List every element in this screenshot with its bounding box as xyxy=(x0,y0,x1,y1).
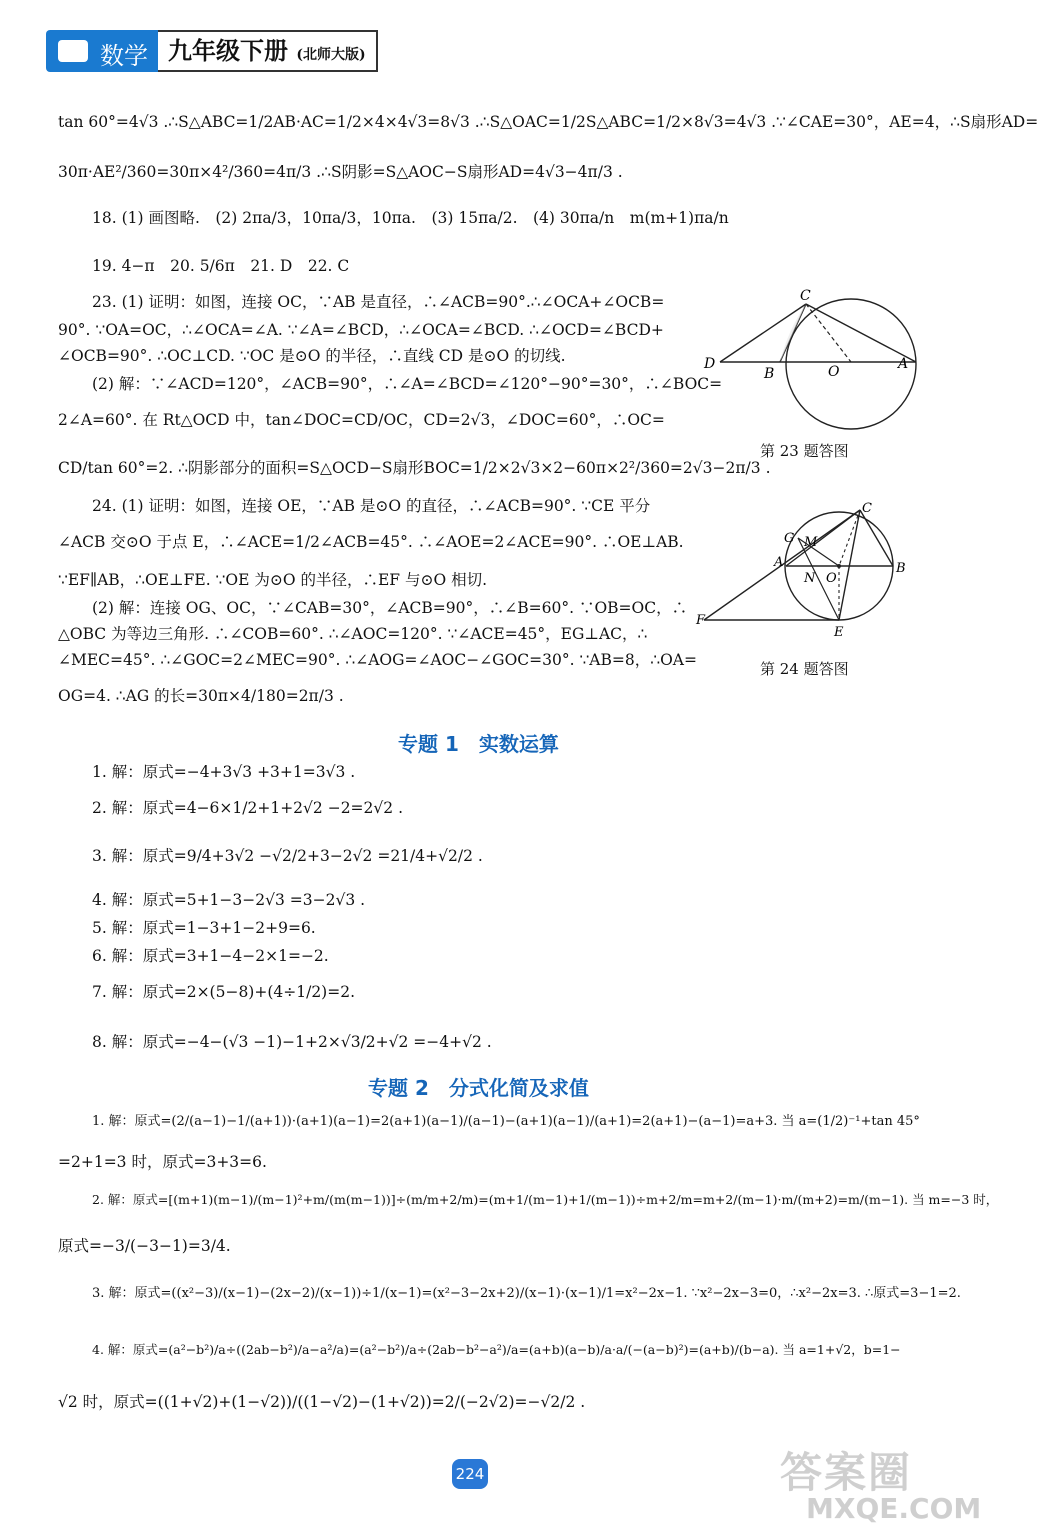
text-line: (2) 解：∵∠ACD=120°，∠ACB=90°，∴∠A=∠BCD=∠120°−90°=30°，∴∠BOC= xyxy=(92,375,723,393)
text-line: OG=4. ∴AG 的长=30π×4/180=2π/3 . xyxy=(58,687,344,705)
text-line: 3. 解：原式=9/4+3√2 −√2/2+3−2√2 =21/4+√2/2 . xyxy=(92,847,483,865)
label-N: N xyxy=(804,571,816,586)
text-line: 4. 解：原式=5+1−3−2√3 =3−2√3 . xyxy=(92,891,366,909)
label-B: B xyxy=(896,561,906,576)
text-line: 4. 解：原式=(a²−b²)/a÷((2ab−b²)/a−a²/a)=(a²−b²)/a÷(2ab−b²−a²)/a=(a+b)(a−b)/a·a/(−(a−b)²)=(a+b)/(b−a). 当 a=1+√2，b=1− xyxy=(92,1342,901,1357)
text-line: ∠MEC=45°. ∴∠GOC=2∠MEC=90°. ∴∠AOG=∠AOC−∠GOC=30°. ∵AB=8，∴OA= xyxy=(58,651,697,669)
figure-23 xyxy=(700,290,922,450)
text-line: 2. 解：原式=[(m+1)(m−1)/(m−1)²+m/(m(m−1))]÷(m/m+2/m)=(m+1/(m−1)+1/(m−1))÷m+2/m=m+2/(m−1)·m/(m+2)=m/(m−1). 当 m=−3 时， xyxy=(92,1192,999,1207)
text-line: =2+1=3 时，原式=3+3=6. xyxy=(58,1153,267,1171)
text-line: 7. 解：原式=2×(5−8)+(4÷1/2)=2. xyxy=(92,983,356,1001)
label-A: A xyxy=(774,555,784,570)
grade-title: 九年级下册 xyxy=(168,36,288,65)
text-line: 1. 解：原式=(2/(a−1)−1/(a+1))·(a+1)(a−1)=2(a+1)(a−1)/(a−1)−(a+1)(a−1)/(a+1)=2(a+1)−(a−1)=a+3. 当 a=(1/2)⁻¹+tan 45° xyxy=(92,1114,920,1129)
subject-tab xyxy=(46,30,158,72)
text-line: 1. 解：原式=−4+3√3 +3+1=3√3 . xyxy=(92,763,356,781)
book-title xyxy=(158,30,378,72)
text-line: 2. 解：原式=4−6×1/2+1+2√2 −2=2√2 . xyxy=(92,799,403,817)
label-O: O xyxy=(828,364,840,380)
label-O: O xyxy=(826,571,837,586)
text-line: CD/tan 60°=2. ∴阴影部分的面积=S△OCD−S扇形BOC=1/2×2√3×2−60π×2²/360=2√3−2π/3 . xyxy=(58,459,771,477)
label-E: E xyxy=(834,625,844,640)
text-line: 6. 解：原式=3+1−4−2×1=−2. xyxy=(92,947,329,965)
figure-24 xyxy=(694,498,912,643)
edition-label: (北师大版) xyxy=(296,47,366,63)
label-G: G xyxy=(784,531,795,546)
text-line: ∵EF∥AB，∴OE⊥FE. ∵OE 为⊙O 的半径，∴EF 与⊙O 相切. xyxy=(58,571,488,589)
text-line: 24. (1) 证明：如图，连接 OE，∵AB 是⊙O 的直径，∴∠ACB=90°. ∵CE 平分 xyxy=(92,497,651,515)
text-line: 8. 解：原式=−4−(√3 −1)−1+2×√3/2+√2 =−4+√2 . xyxy=(92,1033,492,1051)
subject-label: 数学 xyxy=(100,42,148,70)
label-F: F xyxy=(696,613,706,628)
text-line: 18. (1) 画图略. (2) 2πa/3，10πa/3，10πa. (3) 15πa/2. (4) 30πa/n m(m+1)πa/n xyxy=(92,209,729,227)
label-B: B xyxy=(764,366,775,382)
text-line: 23. (1) 证明：如图，连接 OC，∵AB 是直径，∴∠ACB=90°.∴∠OCA+∠OCB= xyxy=(92,293,665,311)
watermark: 答案圈 xyxy=(780,1448,913,1497)
text-line: 30π·AE²/360=30π×4²/360=4π/3 .∴S阴影=S△AOC−S扇形AD=4√3−4π/3 . xyxy=(58,163,623,181)
text-line: △OBC 为等边三角形. ∴∠COB=60°. ∴∠AOC=120°. ∵∠ACE=45°，EG⊥AC，∴ xyxy=(58,625,648,643)
text-line: (2) 解：连接 OG、OC，∵∠CAB=30°，∠ACB=90°，∴∠B=60°. ∵OB=OC，∴ xyxy=(92,599,688,617)
label-M: M xyxy=(804,535,818,550)
label-C: C xyxy=(862,501,872,516)
text-line: ∠ACB 交⊙O 于点 E，∴∠ACE=1/2∠ACB=45°. ∴∠AOE=2∠ACE=90°. ∴OE⊥AB. xyxy=(58,533,684,551)
book-icon xyxy=(58,40,88,62)
label-D: D xyxy=(704,356,716,372)
page-number: 224 xyxy=(452,1459,488,1489)
text-line: 5. 解：原式=1−3+1−2+9=6. xyxy=(92,919,316,937)
text-line: √2 时，原式=((1+√2)+(1−√2))/((1−√2)−(1+√2))=2/(−2√2)=−√2/2 . xyxy=(58,1393,586,1411)
topic-1-title: 专题 1 实数运算 xyxy=(398,732,559,756)
text-line: 90°. ∵OA=OC，∴∠OCA=∠A. ∵∠A=∠BCD，∴∠OCA=∠BCD. ∴∠OCD=∠BCD+ xyxy=(58,321,664,339)
text-line: ∠OCB=90°. ∴OC⊥CD. ∵OC 是⊙O 的半径，∴直线 CD 是⊙O 的切线. xyxy=(58,347,566,365)
text-line: 原式=−3/(−3−1)=3/4. xyxy=(58,1237,231,1255)
label-C: C xyxy=(800,288,811,304)
watermark-url: MXQE.COM xyxy=(806,1492,982,1525)
caption-23: 第 23 题答图 xyxy=(760,442,849,460)
text-line: 19. 4−π 20. 5/6π 21. D 22. C xyxy=(92,257,350,275)
text-line: 3. 解：原式=((x²−3)/(x−1)−(2x−2)/(x−1))÷1/(x−1)=(x²−3−2x+2)/(x−1)·(x−1)/1=x²−2x−1. ∵x²−2x−3=0，∴x²−2x=3. ∴原式=3−1=2. xyxy=(92,1286,961,1301)
label-A: A xyxy=(898,356,909,372)
topic-2-title: 专题 2 分式化简及求值 xyxy=(368,1076,589,1100)
text-line: tan 60°=4√3 .∴S△ABC=1/2AB·AC=1/2×4×4√3=8√3 .∴S△OAC=1/2S△ABC=1/2×8√3=4√3 .∵∠CAE=30°，AE=4，∴S扇形AD= xyxy=(58,113,1038,131)
text-line: 2∠A=60°. 在 Rt△OCD 中，tan∠DOC=CD/OC，CD=2√3，∠DOC=60°，∴OC= xyxy=(58,411,665,429)
caption-24: 第 24 题答图 xyxy=(760,660,849,678)
